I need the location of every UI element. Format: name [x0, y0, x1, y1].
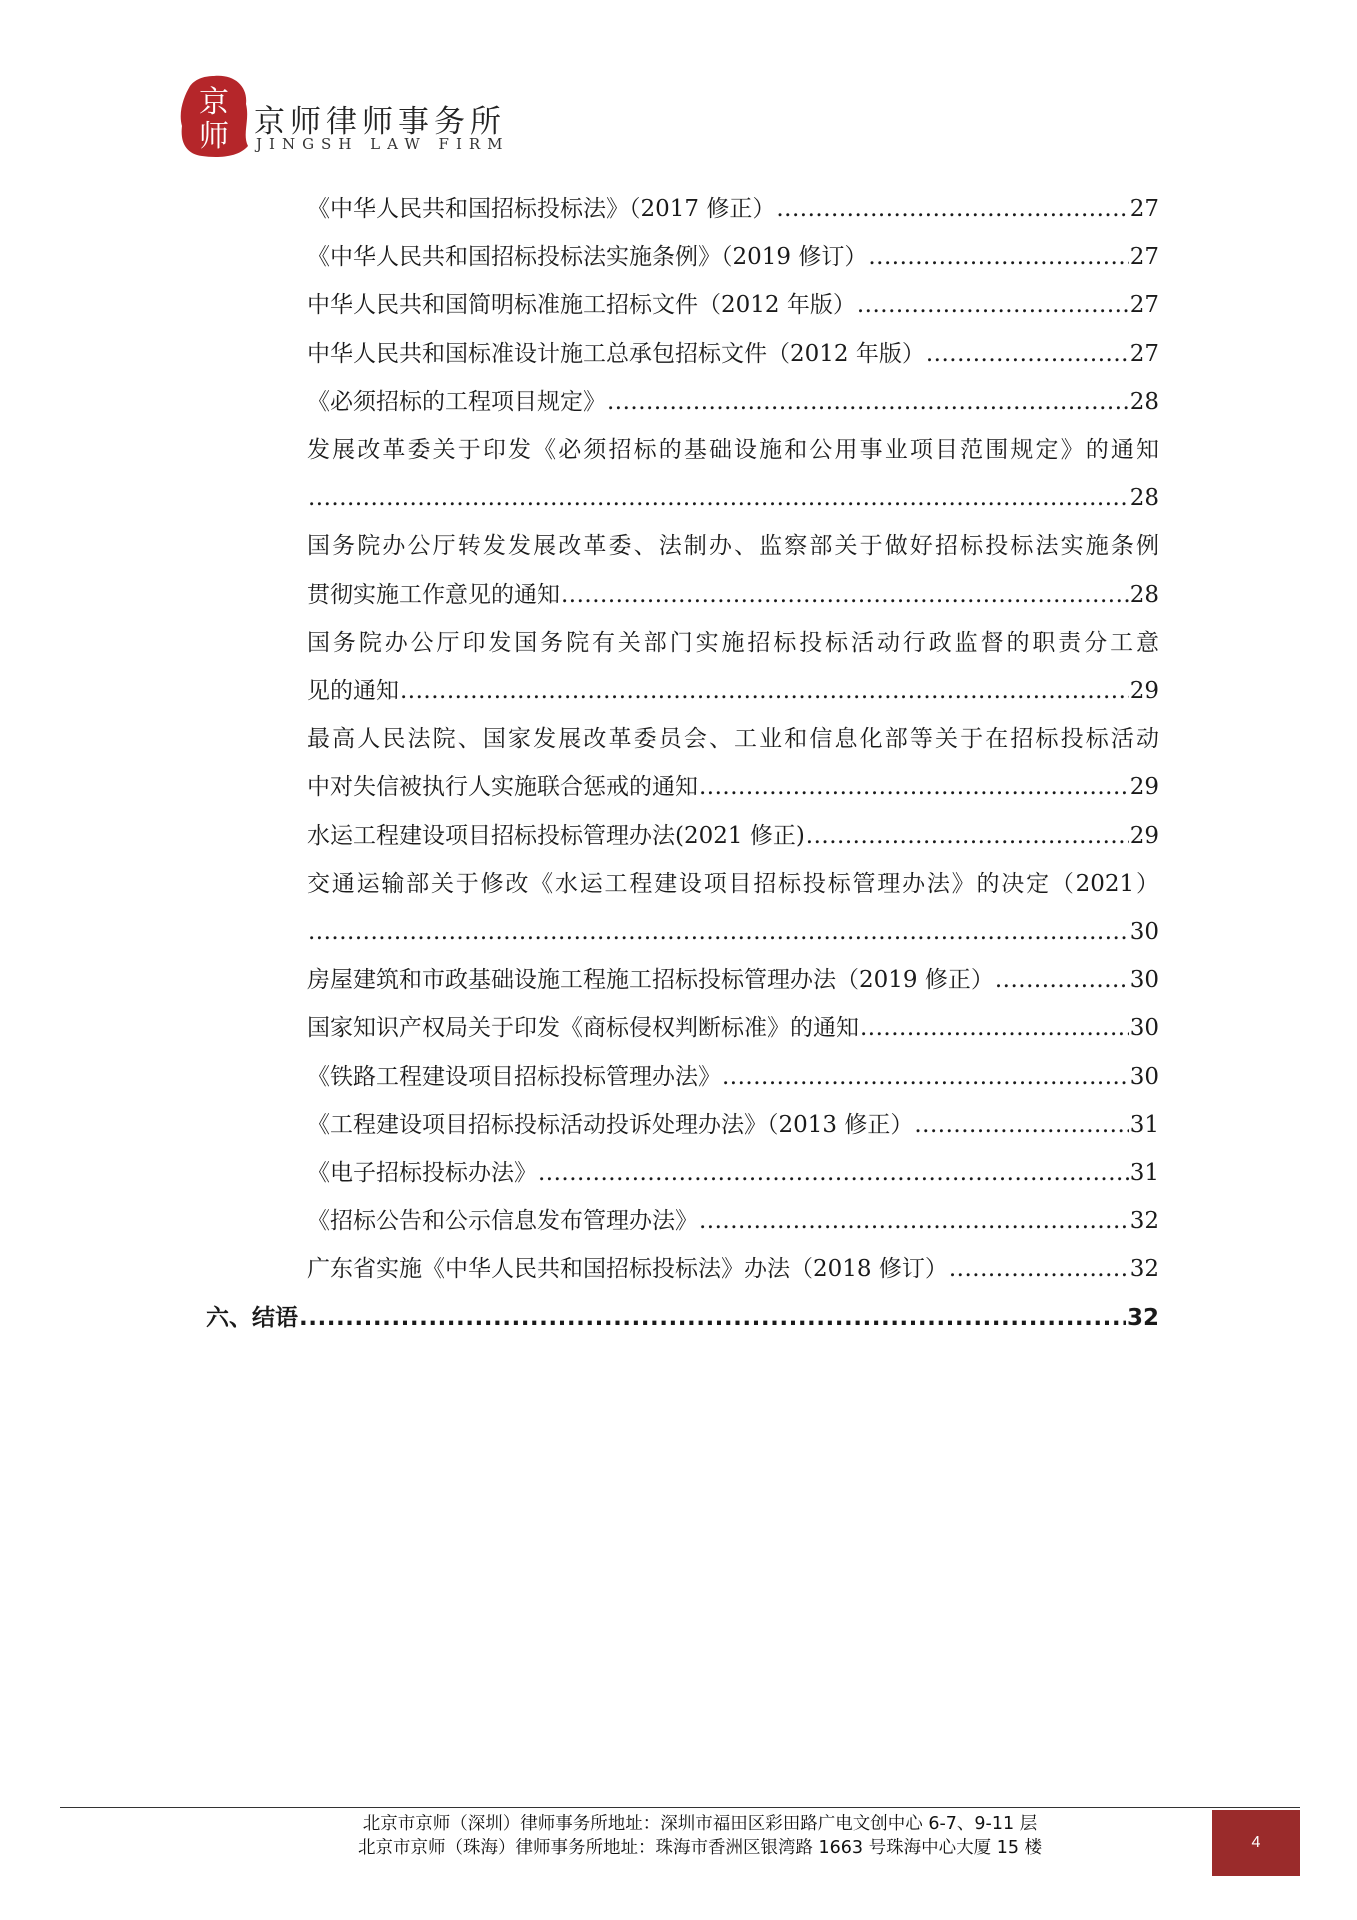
toc-entry[interactable] [307, 192, 1159, 226]
footer-divider [60, 1807, 1300, 1808]
firm-logo [176, 72, 516, 162]
toc-entry-title: 国家知识产权局关于印发《商标侵权判断标准》的通知 [307, 1015, 859, 1042]
toc-entry-title: 《电子招标投标办法》 [307, 1160, 537, 1186]
toc-entry-title: 中华人民共和国标准设计施工总承包招标文件（2012 年版） [307, 340, 925, 367]
toc-leader-dots [857, 288, 1129, 322]
toc-entry[interactable] [307, 770, 1159, 804]
toc-page-number: 30 [1129, 1015, 1159, 1042]
toc-entry-title: 中华人民共和国简明标准施工招标文件（2012 年版） [307, 292, 856, 319]
toc-page-number: 30 [1129, 1063, 1159, 1090]
toc-entry[interactable] [307, 1252, 1159, 1286]
toc-leader-dots [561, 578, 1129, 612]
toc-entry[interactable] [307, 1108, 1159, 1142]
toc-entry-title: 国务院办公厅转发发展改革委、法制办、监察部关于做好招标投标法实施条例 [307, 533, 1159, 560]
toc-entry-first-line[interactable] [307, 626, 1159, 660]
toc-page-number: 30 [1129, 967, 1159, 994]
toc-page-number: 30 [1129, 919, 1159, 945]
toc-entry-title: 《铁路工程建设项目招标投标管理办法》 [307, 1063, 721, 1090]
toc-entry[interactable] [206, 1301, 1159, 1335]
toc-entry-title: 房屋建筑和市政基础设施工程施工招标投标管理办法（2019 修正） [307, 967, 994, 994]
toc-page-number: 29 [1129, 822, 1159, 849]
toc-leader-dots [299, 1301, 1126, 1335]
toc-page-number: 31 [1129, 1160, 1159, 1186]
toc-entry-first-line[interactable] [307, 722, 1159, 756]
toc-page-number: 27 [1129, 340, 1159, 367]
toc-entry-title: 水运工程建设项目招标投标管理办法(2021 修正) [307, 822, 805, 849]
toc-leader-dots [538, 1156, 1129, 1190]
toc-entry[interactable] [307, 1060, 1159, 1094]
seal-char-1: 京 [199, 85, 229, 120]
toc-entry-title: 《招标公告和公示信息发布管理办法》 [307, 1208, 698, 1235]
toc-leader-dots [926, 337, 1129, 371]
toc-entry[interactable] [307, 240, 1159, 274]
toc-entry[interactable] [307, 915, 1159, 949]
toc-entry-title: 见的通知 [307, 678, 399, 704]
footer-address-zhuhai: 北京市京师（珠海）律师事务所地址：珠海市香洲区银湾路 1663 号珠海中心大厦 15 楼 [357, 1838, 1043, 1858]
toc-page-number: 32 [1129, 1208, 1159, 1235]
toc-leader-dots [722, 1060, 1129, 1094]
toc-leader-dots [860, 1011, 1129, 1045]
toc-page-number: 32 [1129, 1256, 1159, 1283]
toc-page-number: 29 [1129, 678, 1159, 704]
toc-leader-dots [806, 819, 1129, 853]
toc-page-number: 29 [1129, 774, 1159, 801]
toc-leader-dots [699, 770, 1129, 804]
toc-leader-dots [607, 385, 1129, 419]
firm-name-cn: 京师律师事务所 [254, 104, 506, 140]
toc-leader-dots [308, 915, 1129, 949]
toc-entry-title: 六、结语 [206, 1304, 298, 1331]
toc-page-number: 28 [1129, 485, 1159, 512]
seal-char-2: 师 [199, 119, 229, 154]
toc-entry-title: 《工程建设项目招标投标活动投诉处理办法》（2013 修正） [307, 1111, 914, 1138]
toc-entry[interactable] [307, 481, 1159, 515]
toc-leader-dots [776, 192, 1128, 226]
toc-leader-dots [868, 240, 1128, 274]
toc-page-number: 27 [1129, 244, 1159, 271]
toc-entry-title: 《中华人民共和国招标投标法实施条例》（2019 修订） [307, 244, 868, 271]
toc-leader-dots [308, 481, 1129, 515]
footer-addresses [250, 1812, 1150, 1860]
toc-entry[interactable] [307, 385, 1159, 419]
toc-entry[interactable] [307, 288, 1159, 322]
toc-entry[interactable] [307, 578, 1159, 612]
toc-entry-title: 最高人民法院、国家发展改革委员会、工业和信息化部等关于在招标投标活动 [307, 726, 1159, 753]
firm-name-en: JINGSH LAW FIRM [256, 135, 510, 153]
toc-entry[interactable] [307, 337, 1159, 371]
toc-page-number: 27 [1129, 292, 1159, 319]
toc-page-number: 28 [1129, 581, 1159, 608]
toc-entry-title: 《中华人民共和国招标投标法》（2017 修正） [307, 196, 776, 222]
toc-entry[interactable] [307, 674, 1159, 708]
toc-entry-title: 广东省实施《中华人民共和国招标投标法》办法（2018 修订） [307, 1256, 948, 1283]
footer-address-shenzhen: 北京市京师（深圳）律师事务所地址：深圳市福田区彩田路广电文创中心 6-7、9-11 层 [362, 1814, 1038, 1834]
toc-page-number: 32 [1126, 1304, 1159, 1331]
toc-leader-dots [949, 1252, 1129, 1286]
toc-entry[interactable] [307, 1204, 1159, 1238]
toc-leader-dots [995, 963, 1129, 997]
page-number: 4 [1212, 1810, 1300, 1876]
toc-page-number: 28 [1129, 388, 1159, 415]
toc-entry-title: 国务院办公厅印发国务院有关部门实施招标投标活动行政监督的职责分工意 [307, 629, 1159, 656]
toc-page-number: 27 [1129, 196, 1159, 222]
toc-entry-title: 发展改革委关于印发《必须招标的基础设施和公用事业项目范围规定》的通知 [307, 437, 1159, 463]
toc-entry-title: 《必须招标的工程项目规定》 [307, 388, 606, 415]
toc-entry-title: 中对失信被执行人实施联合惩戒的通知 [307, 774, 698, 801]
toc-page-number: 31 [1129, 1111, 1159, 1138]
toc-entry[interactable] [307, 1156, 1159, 1190]
toc-leader-dots [699, 1204, 1129, 1238]
toc-entry-first-line[interactable] [307, 433, 1159, 467]
toc-leader-dots [914, 1108, 1128, 1142]
toc-entry[interactable] [307, 1011, 1159, 1045]
toc-leader-dots [400, 674, 1129, 708]
toc-entry-title: 贯彻实施工作意见的通知 [307, 581, 560, 608]
seal-icon [176, 72, 252, 160]
toc-entry-title: 交通运输部关于修改《水运工程建设项目招标投标管理办法》的决定（2021） [307, 870, 1159, 897]
toc-entry[interactable] [307, 819, 1159, 853]
toc-entry-first-line[interactable] [307, 529, 1159, 563]
toc-entry[interactable] [307, 963, 1159, 997]
toc-entry-first-line[interactable] [307, 867, 1159, 901]
